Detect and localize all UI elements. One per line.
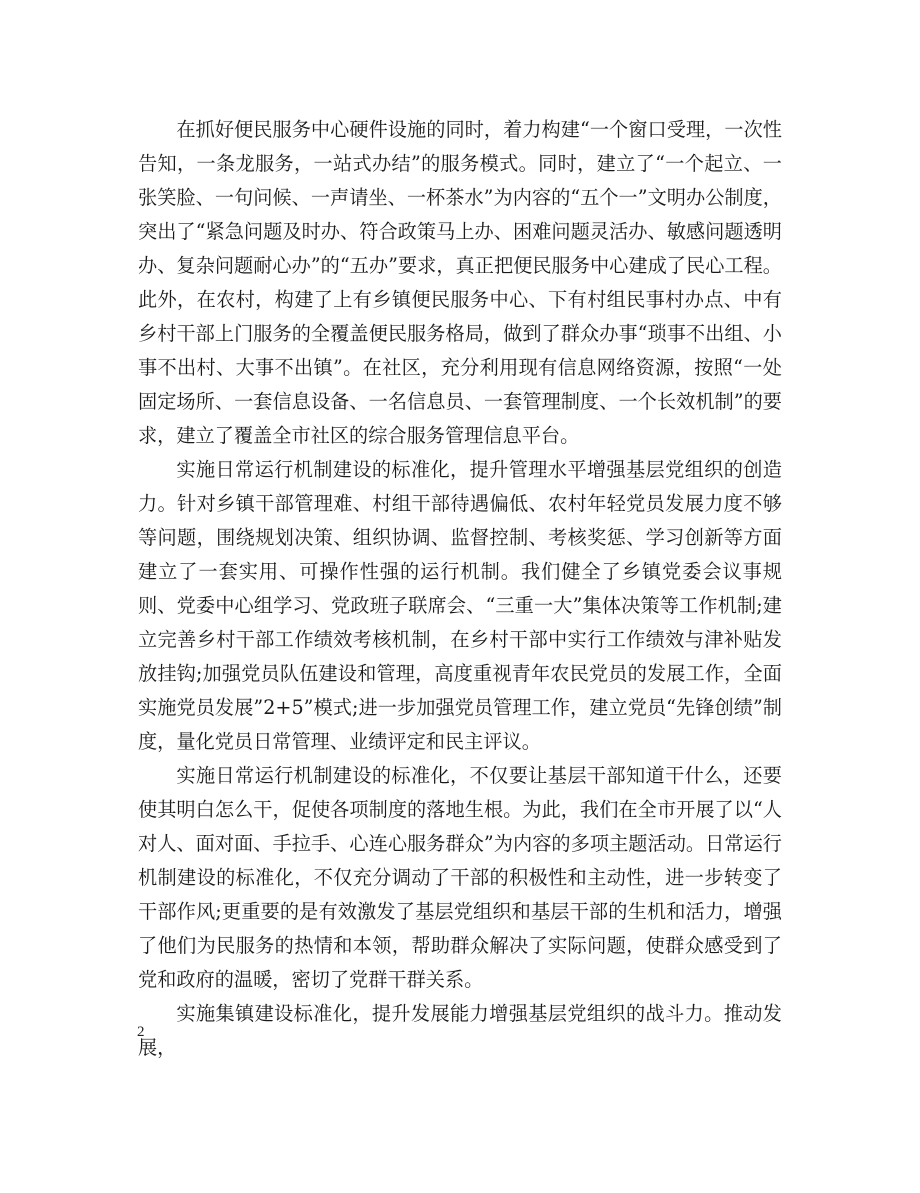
page-number: 2 <box>137 1024 145 1040</box>
paragraph-3: 实施日常运行机制建设的标准化，不仅要让基层干部知道干什么，还要使其明白怎么干，促使各项制度的落地生根。为此，我们在全市开展了以“人对人、面对面、手拉手、心连心服务群众”为内容的多项主题活动。日常运行机制建设的标准化，不仅充分调动了干部的积极性和主动性，进一步转变了干部作风;更重要的是有效激发了基层党组织和基层干部的生机和活力，增强了他们为民服务的热情和本领，帮助群众解决了实际问题，使群众感受到了党和政府的温暖，密切了党群干群关系。 <box>138 764 782 991</box>
paragraph-1: 在抓好便民服务中心硬件设施的同时，着力构建“一个窗口受理，一次性告知，一条龙服务，一站式办结”的服务模式。同时，建立了“一个起立、一张笑脸、一句问候、一声请坐、一杯茶水”为内容的“五个一”文明办公制度，突出了“紧急问题及时办、符合政策马上办、困难问题灵活办、敏感问题透明办、复杂问题耐心办”的“五办”要求，真正把便民服务中心建成了民心工程。此外，在农村，构建了上有乡镇便民服务中心、下有村组民事村办点、中有乡村干部上门服务的全覆盖便民服务格局，做到了群众办事“琐事不出组、小事不出村、大事不出镇”。在社区，充分利用现有信息网络资源，按照“一处固定场所、一套信息设备、一名信息员、一套管理制度、一个长效机制”的要求，建立了覆盖全市社区的综合服务管理信息平台。 <box>138 118 782 447</box>
paragraph-4: 实施集镇建设标准化，提升发展能力增强基层党组织的战斗力。推动发展， <box>138 1002 782 1059</box>
paragraph-2: 实施日常运行机制建设的标准化，提升管理水平增强基层党组织的创造力。针对乡镇干部管理难、村组干部待遇偏低、农村年轻党员发展力度不够等问题，围绕规划决策、组织协调、监督控制、考核奖惩、学习创新等方面建立了一套实用、可操作性强的运行机制。我们健全了乡镇党委会议事规则、党委中心组学习、党政班子联席会、“三重一大”集体决策等工作机制;建立完善乡村干部工作绩效考核机制，在乡村干部中实行工作绩效与津补贴发放挂钩;加强党员队伍建设和管理，高度重视青年农民党员的发展工作，全面实施党员发展”2+5”模式;进一步加强党员管理工作，建立党员“先锋创绩”制度，量化党员日常管理、业绩评定和民主评议。 <box>138 458 782 753</box>
document-body <box>138 113 782 1065</box>
